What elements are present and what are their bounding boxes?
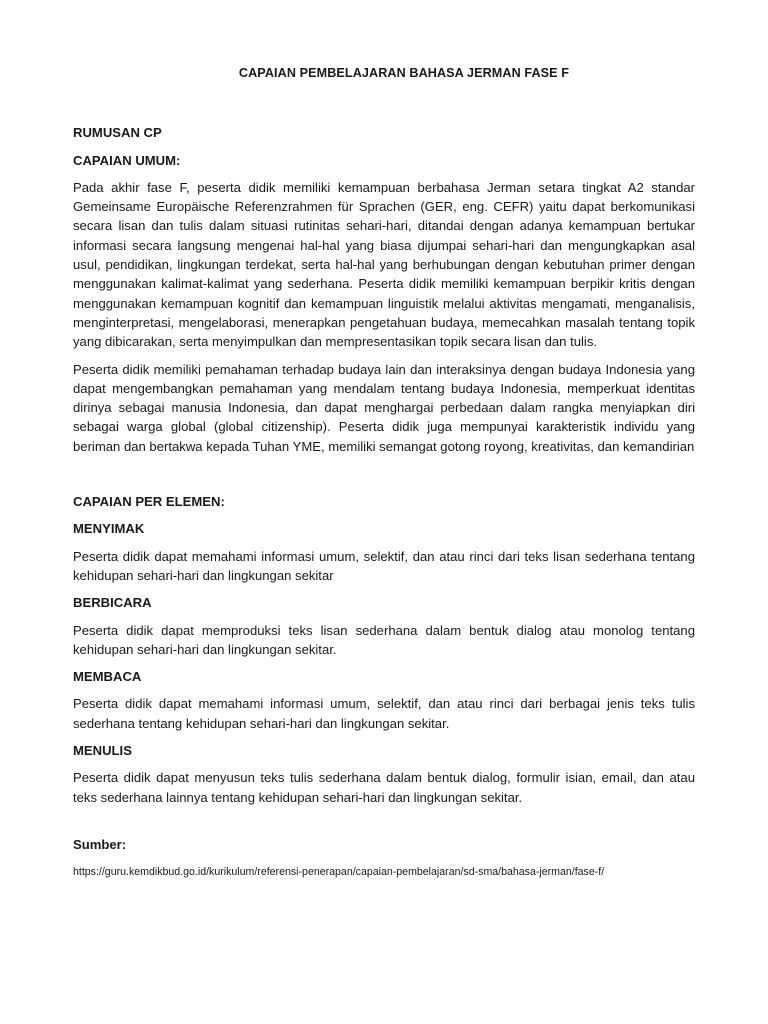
spacer xyxy=(73,815,695,835)
capaian-umum-heading: CAPAIAN UMUM: xyxy=(73,152,181,168)
sumber-label: Sumber: xyxy=(73,836,127,852)
sumber-url: https://guru.kemdikbud.go.id/kurikulum/referensi-penerapan/capaian-pembelajaran/sd-sma/bahasa-jerman/fase-f/ xyxy=(73,866,605,879)
capaian-per-elemen-heading: CAPAIAN PER ELEMEN: xyxy=(73,494,225,510)
element-text-menyimak: Peserta didik dapat memahami informasi umum, selektif, dan atau rinci dari teks lisan sederhana tentang kehidupan sehari-hari dan lingkungan sekitar xyxy=(73,548,695,583)
element-text-membaca: Peserta didik dapat memahami informasi umum, selektif, dan atau rinci dari berbagai jenis teks tulis sederhana tentang kehidupan sehari-hari dan lingkungan sekitar. xyxy=(73,696,695,731)
spacer xyxy=(73,464,695,492)
element-heading-berbicara: BERBICARA xyxy=(73,595,152,611)
element-text-berbicara: Peserta didik dapat memproduksi teks lisan sederhana dalam bentuk dialog atau monolog tentang kehidupan sehari-hari dan lingkungan sekitar. xyxy=(73,622,695,657)
capaian-umum-paragraph-1: Pada akhir fase F, peserta didik memiliki kemampuan berbahasa Jerman setara tingkat A2 standar Gemeinsame Europäische Referenzrahmen für Sprachen (GER, eng. CEFR) yaitu dapat berkomunikasi secara lisan dan tulis dalam situasi rutinitas sehari-hari, ditandai dengan adanya kemampuan bertukar informasi secara langsung mengenai hal-hal yang biasa dijumpai sehari-hari dan mengungkapkan asal usul, pendidikan, lingkungan terdekat, serta hal-hal yang berhubungan dengan kebutuhan primer dengan menggunakan kalimat-kalimat yang sederhana. Peserta didik memiliki kemampuan berpikir kritis dengan menggunakan kemampuan kognitif dan kemampuan linguistik melalui aktivitas mengamati, menganalisis, menginterpretasi, mengelaborasi, menerapkan pengetahuan budaya, memecahkan masalah tentang topik yang dibicarakan, serta menyimpulkan dan mempresentasikan topik secara lisan dan tulis. xyxy=(73,179,695,350)
element-heading-menulis: MENULIS xyxy=(73,743,132,759)
document-body xyxy=(73,64,695,880)
document-title: CAPAIAN PEMBELAJARAN BAHASA JERMAN FASE F xyxy=(238,66,570,80)
rumusan-cp-heading: RUMUSAN CP xyxy=(73,125,162,141)
element-text-menulis: Peserta didik dapat menyusun teks tulis sederhana dalam bentuk dialog, formulir isian, email, dan atau teks sederhana lainnya tentang kehidupan sehari-hari dan lingkungan sekitar. xyxy=(73,770,695,805)
capaian-umum-paragraph-2: Peserta didik memiliki pemahaman terhadap budaya lain dan interaksinya dengan budaya Indonesia yang dapat mengembangkan pemahaman yang mendalam tentang budaya Indonesia, memperkuat identitas dirinya sebagai manusia Indonesia, dan dapat menghargai perbedaan dalam rangka menyiapkan diri sebagai warga global (global citizenship). Peserta didik juga mempunyai karakteristik individu yang beriman dan bertakwa kepada Tuhan YME, memiliki semangat gotong royong, kreativitas, dan kemandirian xyxy=(73,361,695,454)
element-heading-menyimak: MENYIMAK xyxy=(73,521,145,537)
element-heading-membaca: MEMBACA xyxy=(73,669,142,685)
